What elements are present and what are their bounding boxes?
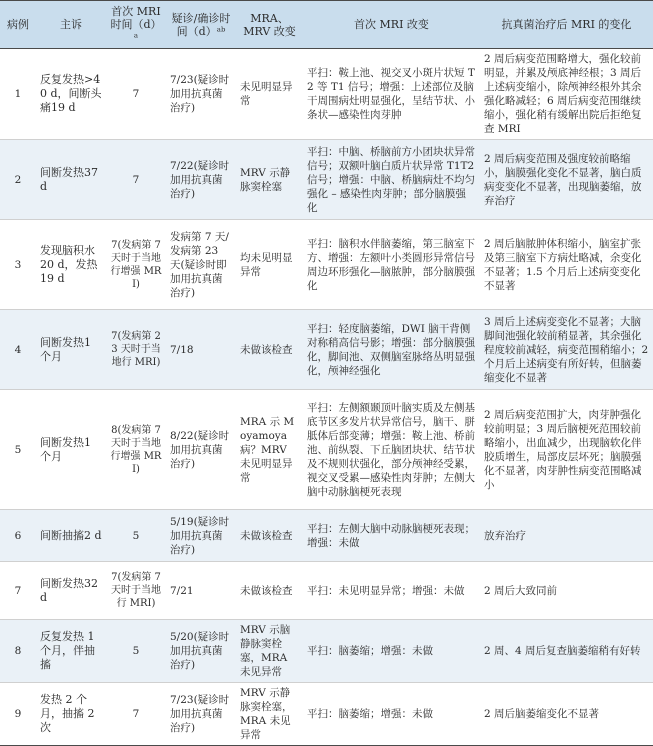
first-mri-time: 7 [106, 683, 166, 746]
complaint: 反复发热 1 个月，伴抽搐 [36, 620, 106, 683]
first-mri-change: 平扫：左侧大脑中动脉脑梗死表现；增强：未做 [303, 510, 480, 562]
mra-mrv-change: 均未见明显异常 [236, 220, 303, 310]
mra-mrv-change: 未见明显异常 [236, 49, 303, 140]
first-mri-time: 8(发病第 7 天时于当地行增强 MRI) [106, 390, 166, 510]
first-mri-time: 7(发病第 7 天时于当地行增强 MRI) [106, 220, 166, 310]
table-row [0, 683, 653, 746]
table-row [0, 310, 653, 390]
first-mri-time: 7(发病第 23 天时于当地行 MRI) [106, 310, 166, 390]
diagnosis-time: 5/20(疑诊时加用抗真菌治疗) [166, 620, 236, 683]
header-first-mri-change: 首次 MRI 改变 [303, 1, 480, 49]
table-row [0, 140, 653, 220]
first-mri-change: 平扫：左侧额颞顶叶脑实质及左侧基底节区多发片状异常信号，脑干、胼胝体后部变薄；增强：鞍上池、桥前池、前纵裂、下丘脑团块状、结节状及不规则状强化，部分颅神经受累，视交叉受累—感染性肉芽肿；左侧大脑中动脉脑梗死表现 [303, 390, 480, 510]
header-complaint: 主诉 [36, 1, 106, 49]
after-treatment-change: 放弃治疗 [480, 510, 653, 562]
diagnosis-time: 5/19(疑诊时加用抗真菌治疗) [166, 510, 236, 562]
complaint: 反复发热>40 d，间断头痛19 d [36, 49, 106, 140]
after-treatment-change: 3 周后上述病变变化不显著；大脑脚间池强化较前稍显著，其余强化程度较前减轻，病变范围稍缩小；2 个月后上述病变有所好转，但脑萎缩变化不显著 [480, 310, 653, 390]
after-treatment-change: 2 周后大致同前 [480, 562, 653, 620]
case-no: 1 [0, 49, 36, 140]
complaint: 间断发热37 d [36, 140, 106, 220]
complaint: 间断发热32 d [36, 562, 106, 620]
header-after-treatment-change: 抗真菌治疗后 MRI 的变化 [480, 1, 653, 49]
diagnosis-time: 7/23(疑诊时加用抗真菌治疗) [166, 683, 236, 746]
mra-mrv-change: 未做该检查 [236, 510, 303, 562]
complaint: 间断发热1 个月 [36, 310, 106, 390]
complaint: 发现脑积水 20 d，发热 19 d [36, 220, 106, 310]
after-treatment-change: 2 周后脑脓肿体积缩小，脑室扩张及第三脑室下方病灶略减，余变化不显著；1.5 个月后上述病变变化不显著 [480, 220, 653, 310]
mra-mrv-change: MRV 示脑静脉窦栓塞，MRA 未见异常 [236, 620, 303, 683]
diagnosis-time: 8/22(疑诊时加用抗真菌治疗) [166, 390, 236, 510]
after-treatment-change: 2 周后病变范围略增大，强化较前明显，并累及颅底神经根；3 周后上述病变缩小，除颅神经根外其余强化略减轻；6 周后病变范围继续缩小，强化稍有缓解出院后拒绝复查 MRI [480, 49, 653, 140]
case-no: 6 [0, 510, 36, 562]
first-mri-change: 平扫：轻度脑萎缩，DWI 脑干背侧对称稍高信号影；增强：部分脑膜强化，脚间池、双侧脑室脉络丛明显强化，颅神经强化 [303, 310, 480, 390]
case-no: 3 [0, 220, 36, 310]
complaint: 发热 2 个月，抽搐 2 次 [36, 683, 106, 746]
mra-mrv-change: MRV 示静脉窦栓塞 [236, 140, 303, 220]
first-mri-time: 7(发病第 7 天时于当地行 MRI) [106, 562, 166, 620]
header-diagnosis-time: 疑诊/确诊时间（d）ᵃᵇ [166, 1, 236, 49]
diagnosis-time: 7/21 [166, 562, 236, 620]
diagnosis-time: 7/23(疑诊时加用抗真菌治疗) [166, 49, 236, 140]
mra-mrv-change: 未做该检查 [236, 310, 303, 390]
mra-mrv-change: 未做该检查 [236, 562, 303, 620]
table-row [0, 220, 653, 310]
mra-mrv-change: MRA 示 Moyamoya 病？MRV 未见明显异常 [236, 390, 303, 510]
case-no: 5 [0, 390, 36, 510]
complaint: 间断发热1 个月 [36, 390, 106, 510]
first-mri-time: 5 [106, 620, 166, 683]
table-row [0, 510, 653, 562]
after-treatment-change: 2 周后病变范围及强度较前略缩小，脑膜强化变化不显著，脑白质病变变化不显著，出现脑萎缩，放弃治疗 [480, 140, 653, 220]
diagnosis-time: 7/18 [166, 310, 236, 390]
complaint: 间断抽搐2 d [36, 510, 106, 562]
first-mri-change: 平扫：脑萎缩；增强：未做 [303, 620, 480, 683]
table-row [0, 49, 653, 140]
first-mri-time: 7 [106, 140, 166, 220]
after-treatment-change: 2 周后病变范围扩大，肉芽肿强化较前明显；3 周后脑梗死范围较前略缩小，出血减少，出现脑软化伴胶质增生，局部皮层坏死；脑膜强化不显著，肉芽肿性病变范围略减小 [480, 390, 653, 510]
first-mri-time: 7 [106, 49, 166, 140]
first-mri-change: 平扫：脑萎缩；增强：未做 [303, 683, 480, 746]
first-mri-change: 平扫：鞍上池、视交叉小斑片状短 T2 等 T1 信号；增强：上述部位及脑干周围病灶明显强化，呈结节状、小条状—感染性肉芽肿 [303, 49, 480, 140]
first-mri-time: 5 [106, 510, 166, 562]
first-mri-change: 平扫：脑积水伴脑萎缩，第三脑室下方、增强：左额叶小类圆形异常信号周边环形强化—脑脓肿，部分脑膜强化 [303, 220, 480, 310]
case-no: 8 [0, 620, 36, 683]
first-mri-change: 平扫：中脑、桥脑前方小团块状异常信号；双额叶脑白质片状异常 T1T2 信号；增强：中脑、桥脑病灶不均匀强化 – 感染性肉芽肿；部分脑膜强化 [303, 140, 480, 220]
diagnosis-time: 发病第 7 天/发病第 23 天(疑诊时即加用抗真菌治疗) [166, 220, 236, 310]
header-mra-mrv: MRA、MRV 改变 [236, 1, 303, 49]
mra-mrv-change: MRV 示静脉窦栓塞，MRA 未见异常 [236, 683, 303, 746]
header-row [0, 1, 653, 49]
header-first-mri-time: 首次 MRI 时间（d）ᵃ [106, 1, 166, 49]
header-case-no: 病例 [0, 1, 36, 49]
diagnosis-time: 7/22(疑诊时加用抗真菌治疗) [166, 140, 236, 220]
case-no: 4 [0, 310, 36, 390]
first-mri-change: 平扫：未见明显异常；增强：未做 [303, 562, 480, 620]
case-no: 7 [0, 562, 36, 620]
case-no: 9 [0, 683, 36, 746]
after-treatment-change: 2 周后脑萎缩变化不显著 [480, 683, 653, 746]
case-no: 2 [0, 140, 36, 220]
table-row [0, 562, 653, 620]
table-row [0, 390, 653, 510]
after-treatment-change: 2 周、4 周后复查脑萎缩稍有好转 [480, 620, 653, 683]
table-row [0, 620, 653, 683]
